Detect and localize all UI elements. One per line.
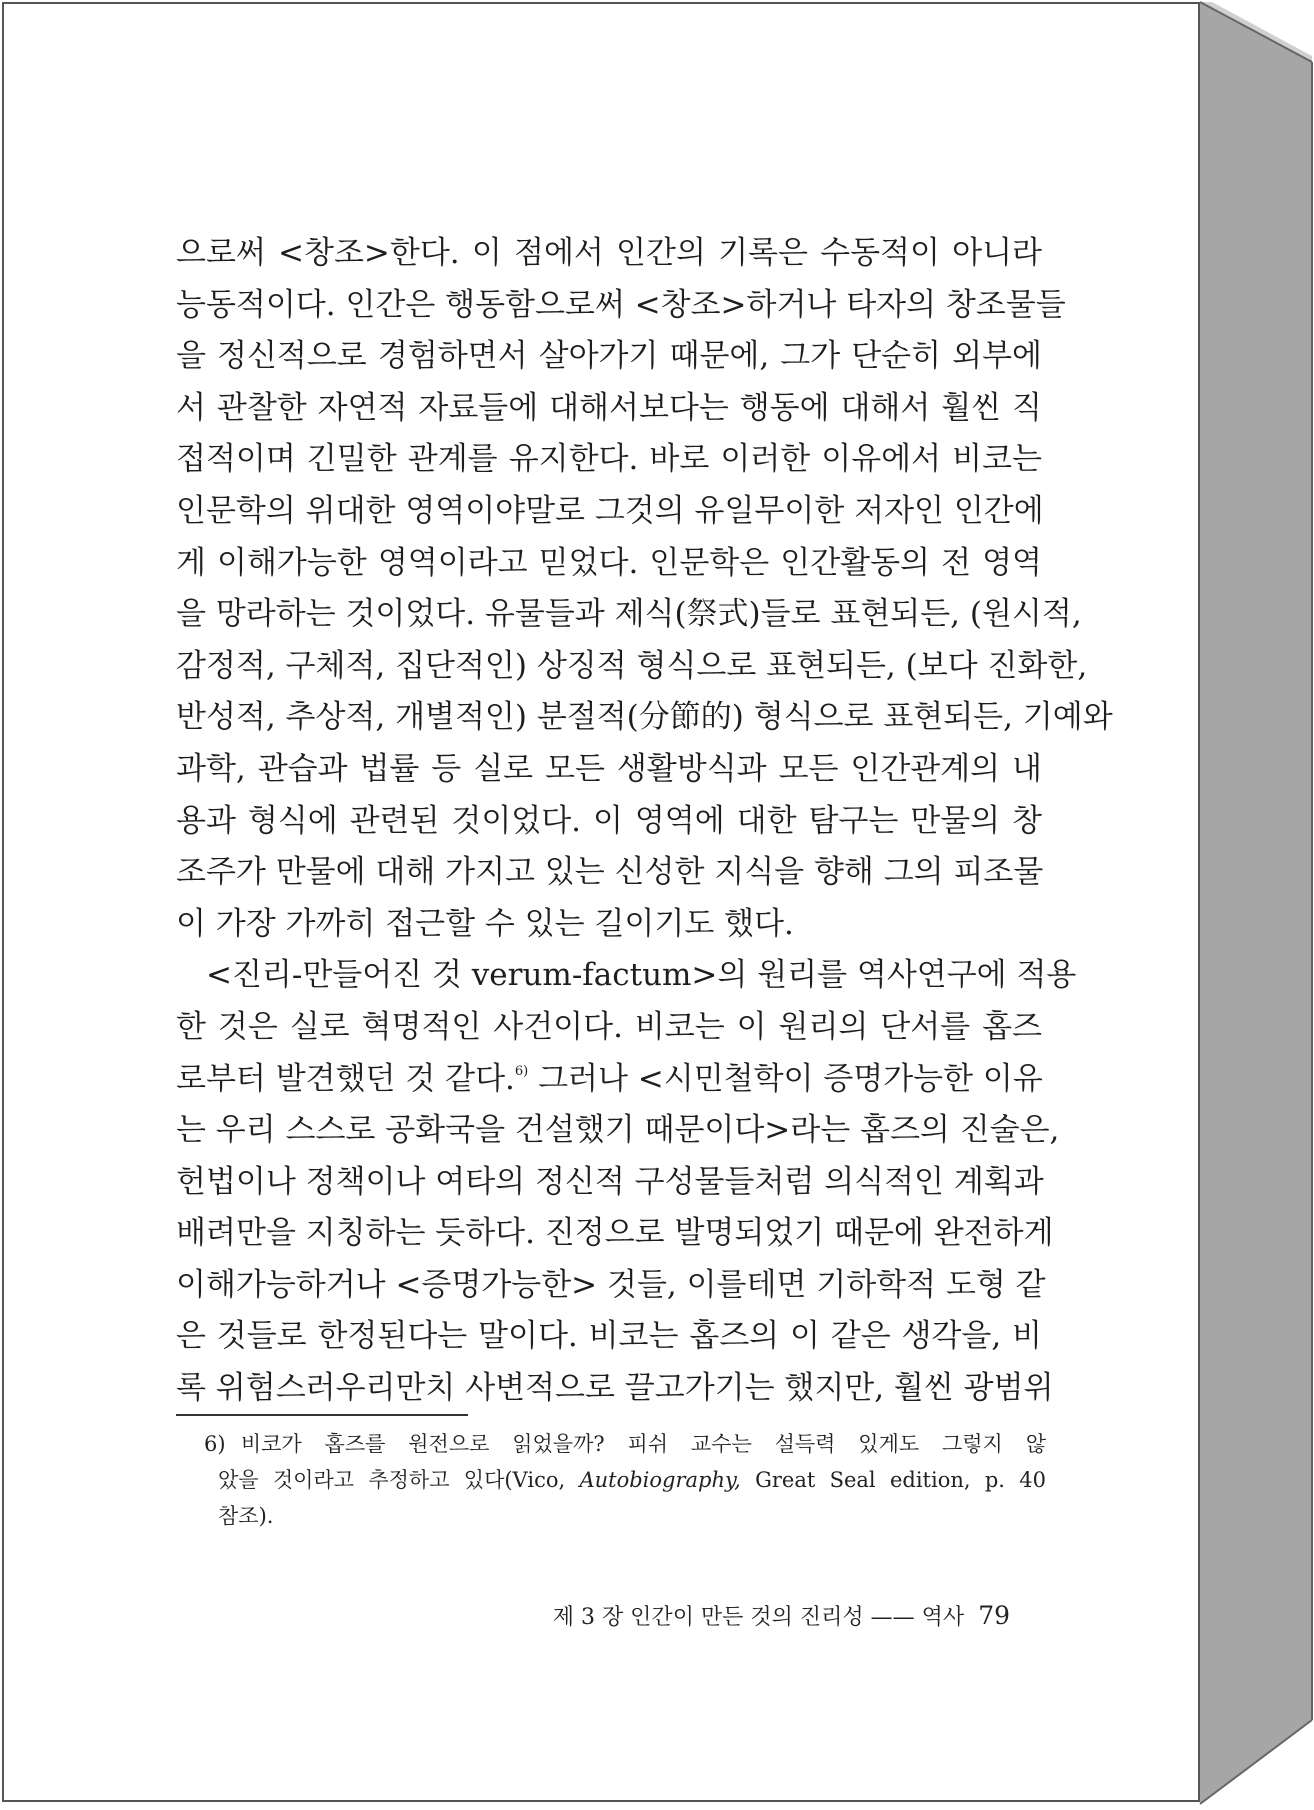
body-line: 서 관찰한 자연적 자료들에 대해서보다는 행동에 대해서 훨씬 직: [176, 389, 1042, 426]
body-line: 게 이해가능한 영역이라고 믿었다. 인문학은 인간활동의 전 영역: [176, 544, 1042, 581]
body-line: 접적이며 긴밀한 관계를 유지한다. 바로 이러한 이유에서 비코는: [176, 441, 1042, 478]
body-line: 배려만을 지칭하는 듯하다. 진정으로 발명되었기 때문에 완전하게: [176, 1215, 1054, 1252]
body-line-segment: 로부터 발견했던 것 같다.: [176, 1060, 515, 1097]
body-line: 는 우리 스스로 공화국을 건설했기 때문이다>라는 홉즈의 진술은,: [176, 1112, 1060, 1149]
body-line: 한 것은 실로 혁명적인 사건이다. 비코는 이 원리의 단서를 홉즈: [176, 1008, 1042, 1045]
chapter-title: 제 3 장 인간이 만든 것의 진리성 —— 역사: [552, 1605, 965, 1630]
body-line: 으로써 <창조>한다. 이 점에서 인간의 기록은 수동적이 아니라: [176, 235, 1042, 271]
body-line: 용과 형식에 관련된 것이었다. 이 영역에 대한 탐구는 만물의 창: [176, 802, 1042, 839]
body-line-segment: 그러나 <시민철학이 증명가능한 이유: [538, 1060, 1043, 1097]
footnote-reference[interactable]: 6): [514, 1063, 529, 1079]
body-text: [176, 228, 1113, 1415]
body-line: 조주가 만물에 대해 가지고 있는 신성한 지식을 향해 그의 피조물: [176, 854, 1044, 891]
body-line: 헌법이나 정책이나 여타의 정신적 구성물들처럼 의식적인 계획과: [176, 1163, 1044, 1200]
body-line: 이 가장 가까히 접근할 수 있는 길이기도 했다.: [176, 905, 794, 942]
body-line: 능동적이다. 인간은 행동함으로써 <창조>하거나 타자의 창조물들: [176, 286, 1066, 323]
footnote-text: Great Seal edition, p. 40: [740, 1468, 1046, 1492]
body-line: 반성적, 추상적, 개별적인) 분절적(分節的) 형식으로 표현되든, 기예와: [176, 699, 1113, 736]
body-line: 록 위험스러우리만치 사변적으로 끌고가기는 했지만, 훨씬 광범위: [176, 1370, 1054, 1407]
body-line: <진리-만들어진 것 verum-factum>의 원리를 역사연구에 적용: [206, 957, 1077, 994]
running-footer: [490, 1596, 1010, 1636]
footnote-number: 6): [204, 1432, 226, 1456]
body-line: 이해가능하거나 <증명가능한> 것들, 이를테면 기하학적 도형 같: [176, 1266, 1046, 1303]
body-line: 을 망라하는 것이었다. 유물들과 제식(祭式)들로 표현되든, (원시적,: [176, 596, 1082, 633]
body-line: 인문학의 위대한 영역이야말로 그것의 유일무이한 저자인 인간에: [176, 492, 1044, 529]
body-line: 을 정신적으로 경험하면서 살아가기 때문에, 그가 단순히 외부에: [176, 338, 1042, 375]
footnote-line: [204, 1426, 1046, 1462]
page-number: 79: [978, 1601, 1010, 1630]
footnote-divider: [176, 1414, 468, 1416]
body-line: 은 것들로 한정된다는 말이다. 비코는 홉즈의 이 같은 생각을, 비: [176, 1318, 1042, 1355]
footnote-line: [218, 1462, 1046, 1498]
footnote-block: [204, 1426, 1046, 1534]
footnote-text: 았을 것이라고 추정하고 있다(Vico,: [218, 1468, 580, 1492]
footnote-text: 비코가 홉즈를 원전으로 읽었을까? 피쉬 교수는 설득력 있게도 그렇지 않: [240, 1432, 1046, 1456]
body-line: 과학, 관습과 법률 등 실로 모든 생활방식과 모든 인간관계의 내: [176, 750, 1042, 787]
body-line: 감정적, 구체적, 집단적인) 상징적 형식으로 표현되든, (보다 진화한,: [176, 647, 1088, 684]
footnote-line: 참조).: [218, 1504, 274, 1528]
footnote-book-title: Autobiography,: [579, 1468, 741, 1492]
body-line-with-footnote: [176, 1054, 1042, 1106]
